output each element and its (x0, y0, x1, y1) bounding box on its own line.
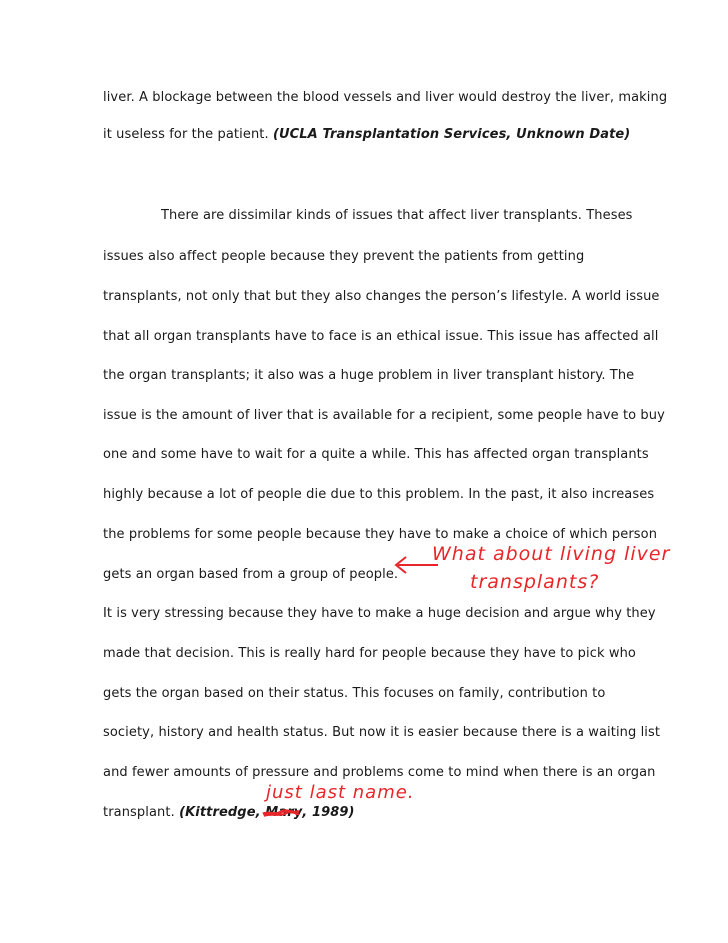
text-line: that all organ transplants have to face is an ethical issue. This issue has affected all (103, 329, 659, 344)
text-line (103, 805, 355, 821)
citation-start: (Kittredge, (179, 805, 266, 820)
text-line: gets the organ based on their status. This focuses on family, contribution to (103, 686, 606, 701)
text-line: issue is the amount of liver that is available for a recipient, some people have to buy (103, 408, 665, 423)
handwritten-comment-line-1: What about living liver (432, 543, 671, 565)
struck-citation-word (265, 805, 302, 820)
citation: (UCLA Transplantation Services, Unknown Date) (272, 127, 631, 142)
text-line: liver. A blockage between the blood vessels and liver would destroy the liver, making (103, 90, 668, 105)
paragraph-start-line: There are dissimilar kinds of issues that affect liver transplants. Theses (161, 208, 633, 223)
text-line: issues also affect people because they prevent the patients from getting (103, 249, 585, 264)
text-line: one and some have to wait for a quite a while. This has affected organ transplants (103, 447, 649, 462)
text-line: and fewer amounts of pressure and problems come to mind when there is an organ (103, 765, 656, 780)
text-line: the problems for some people because they have to make a choice of which person (103, 527, 658, 542)
text-line: highly because a lot of people die due to this problem. In the past, it also increases (103, 487, 655, 502)
handwritten-comment-line-2: transplants? (470, 571, 600, 593)
struck-word: Mary (265, 805, 303, 820)
text-line: It is very stressing because they have to make a huge decision and argue why they (103, 606, 656, 621)
text-line: the organ transplants; it also was a huge problem in liver transplant history. The (103, 368, 635, 383)
citation (179, 805, 355, 820)
line-text: transplant. (103, 805, 180, 820)
handwritten-correction: just last name. (266, 782, 415, 803)
text-line (103, 127, 630, 143)
line-text: it useless for the patient. (103, 127, 273, 142)
text-line: society, history and health status. But now it is easier because there is a waiting list (103, 725, 661, 740)
text-line: transplants, not only that but they also changes the person’s lifestyle. A world issue (103, 289, 660, 304)
text-line: made that decision. This is really hard for people because they have to pick who (103, 646, 636, 661)
citation-end: , 1989) (302, 805, 355, 820)
scribble-strike-mark (261, 805, 301, 821)
text-line: gets an organ based from a group of people. (103, 567, 399, 582)
